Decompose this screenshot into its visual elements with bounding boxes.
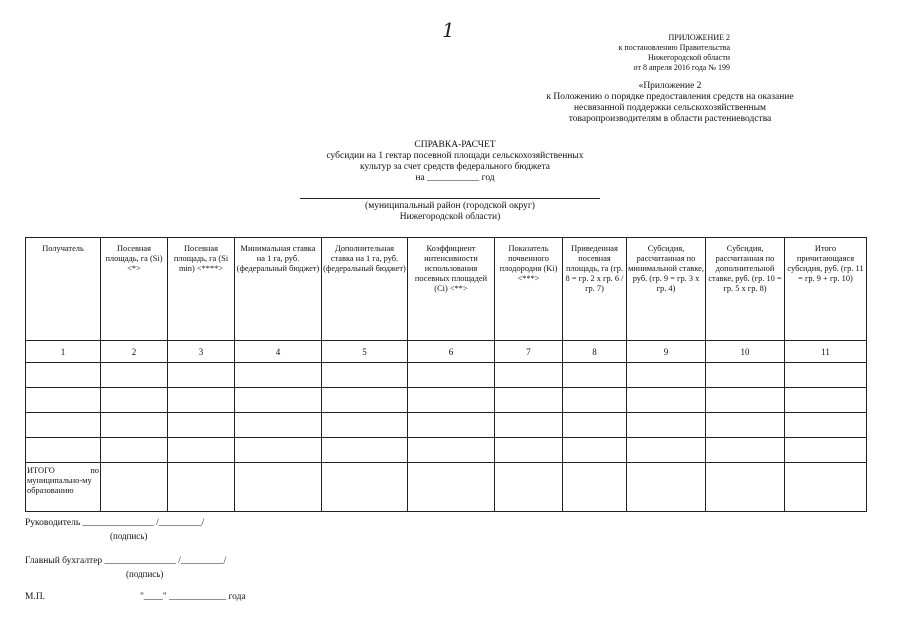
table-cell bbox=[495, 363, 563, 388]
table-cell bbox=[563, 413, 627, 438]
table-row bbox=[26, 413, 867, 438]
column-header: Коэффициент интенсивности использования посевных площадей (Ci) <**> bbox=[408, 238, 495, 341]
table-cell bbox=[168, 413, 235, 438]
table-cell bbox=[235, 363, 322, 388]
document-title bbox=[245, 140, 665, 184]
table-cell bbox=[101, 438, 168, 463]
table-cell bbox=[495, 413, 563, 438]
year-line: на ___________ год bbox=[415, 173, 495, 183]
regulation-line: к Положению о порядке предоставления средств на оказание bbox=[546, 92, 794, 102]
table-cell bbox=[26, 388, 101, 413]
table-cell bbox=[168, 388, 235, 413]
table-cell bbox=[101, 363, 168, 388]
table-cell bbox=[235, 413, 322, 438]
head-signature-line: Руководитель _______________ /_________/ bbox=[25, 518, 205, 528]
table-cell bbox=[26, 363, 101, 388]
date-line: "____" ____________ года bbox=[140, 592, 246, 602]
table-cell bbox=[168, 463, 235, 512]
table-cell bbox=[563, 363, 627, 388]
regulation-line: «Приложение 2 bbox=[638, 81, 702, 91]
table-cell bbox=[563, 463, 627, 512]
table-cell bbox=[785, 463, 867, 512]
table-row bbox=[26, 363, 867, 388]
table-cell bbox=[101, 463, 168, 512]
table-cell bbox=[785, 413, 867, 438]
table-cell bbox=[322, 363, 408, 388]
column-header: Получатель bbox=[26, 238, 101, 341]
table-cell bbox=[706, 438, 785, 463]
table-row bbox=[26, 438, 867, 463]
column-header: Дополнительная ставка на 1 га, руб. (федеральный бюджет) bbox=[322, 238, 408, 341]
table-cell bbox=[322, 463, 408, 512]
district-line: (муниципальный район (городской округ) bbox=[365, 201, 535, 211]
table-cell bbox=[706, 463, 785, 512]
accountant-signature-line: Главный бухгалтер _______________ /_________/ bbox=[25, 556, 227, 566]
stamp-label: М.П. bbox=[25, 592, 46, 602]
total-row bbox=[26, 463, 867, 512]
regulation-line: товаропроизводителям в области растениеводства bbox=[568, 114, 772, 124]
appendix-header bbox=[530, 33, 730, 73]
table-cell bbox=[101, 413, 168, 438]
table-cell bbox=[563, 438, 627, 463]
table-header-row bbox=[26, 238, 867, 341]
table-cell bbox=[168, 438, 235, 463]
column-header: Минимальная ставка на 1 га, руб. (федеральный бюджет) bbox=[235, 238, 322, 341]
column-number: 8 bbox=[563, 341, 627, 363]
table-cell bbox=[627, 363, 706, 388]
table-cell bbox=[408, 388, 495, 413]
column-number: 4 bbox=[235, 341, 322, 363]
title-line: культур за счет средств федерального бюджета bbox=[360, 162, 550, 172]
column-number: 9 bbox=[627, 341, 706, 363]
column-header: Итого причитающаяся субсидия, руб. (гр. 11 = гр. 9 + гр. 10) bbox=[785, 238, 867, 341]
district-blank-line bbox=[300, 198, 600, 199]
column-number: 1 bbox=[26, 341, 101, 363]
table-cell bbox=[495, 463, 563, 512]
table-cell bbox=[785, 363, 867, 388]
table-cell bbox=[408, 438, 495, 463]
table-cell bbox=[627, 463, 706, 512]
regulation-line: несвязанной поддержки сельскохозяйственным bbox=[573, 103, 767, 113]
appendix-line: Нижегородской области bbox=[647, 53, 730, 62]
column-number-row bbox=[26, 341, 867, 363]
table-cell bbox=[235, 463, 322, 512]
table-cell bbox=[563, 388, 627, 413]
table-cell bbox=[408, 363, 495, 388]
table-cell bbox=[322, 438, 408, 463]
column-header: Приведенная посевная площадь, га (гр. 8 = гр. 2 х гр. 6 / гр. 7) bbox=[563, 238, 627, 341]
column-header: Посевная площадь, га (Si) <*> bbox=[101, 238, 168, 341]
table-cell bbox=[408, 463, 495, 512]
table-cell bbox=[26, 438, 101, 463]
table-cell bbox=[408, 413, 495, 438]
table-cell bbox=[322, 388, 408, 413]
regulation-header bbox=[500, 81, 840, 125]
table-cell bbox=[495, 438, 563, 463]
column-header: Субсидия, рассчитанная по дополнительной ставке, руб. (гр. 10 = гр. 5 х гр. 8) bbox=[706, 238, 785, 341]
table-cell bbox=[322, 413, 408, 438]
title-line: субсидии на 1 гектар посевной площади сельскохозяйственных bbox=[326, 151, 584, 161]
table-cell bbox=[235, 438, 322, 463]
district-line: Нижегородской области) bbox=[399, 212, 501, 222]
column-number: 11 bbox=[785, 341, 867, 363]
head-signature-caption: (подпись) bbox=[110, 531, 148, 541]
table-cell bbox=[26, 413, 101, 438]
calculation-table bbox=[25, 237, 867, 512]
column-number: 2 bbox=[101, 341, 168, 363]
accountant-signature-caption: (подпись) bbox=[126, 569, 164, 579]
appendix-line: от 8 апреля 2016 года № 199 bbox=[633, 63, 730, 72]
table-row bbox=[26, 388, 867, 413]
table-cell bbox=[627, 413, 706, 438]
appendix-line: к постановлению Правительства bbox=[618, 43, 730, 52]
column-number: 10 bbox=[706, 341, 785, 363]
appendix-line: ПРИЛОЖЕНИЕ 2 bbox=[668, 33, 730, 42]
table-cell bbox=[706, 388, 785, 413]
table-cell bbox=[706, 363, 785, 388]
table-cell bbox=[627, 388, 706, 413]
title-heading: СПРАВКА-РАСЧЕТ bbox=[414, 140, 496, 150]
table-cell bbox=[785, 388, 867, 413]
column-header: Субсидия, рассчитанная по минимальной ставке, руб. (гр. 9 = гр. 3 х гр. 4) bbox=[627, 238, 706, 341]
page-number: 1 bbox=[442, 18, 455, 42]
table-cell bbox=[785, 438, 867, 463]
table-cell bbox=[627, 438, 706, 463]
table-cell bbox=[495, 388, 563, 413]
table-cell bbox=[235, 388, 322, 413]
column-header: Посевная площадь, га (Si min) <****> bbox=[168, 238, 235, 341]
column-number: 6 bbox=[408, 341, 495, 363]
total-label: ИТОГО по муниципально-му образованию bbox=[26, 463, 101, 512]
column-number: 5 bbox=[322, 341, 408, 363]
column-number: 7 bbox=[495, 341, 563, 363]
column-number: 3 bbox=[168, 341, 235, 363]
district-caption bbox=[300, 201, 600, 223]
table-cell bbox=[168, 363, 235, 388]
column-header: Показатель почвенного плодородия (Ki) <***> bbox=[495, 238, 563, 341]
table-cell bbox=[101, 388, 168, 413]
table-cell bbox=[706, 413, 785, 438]
